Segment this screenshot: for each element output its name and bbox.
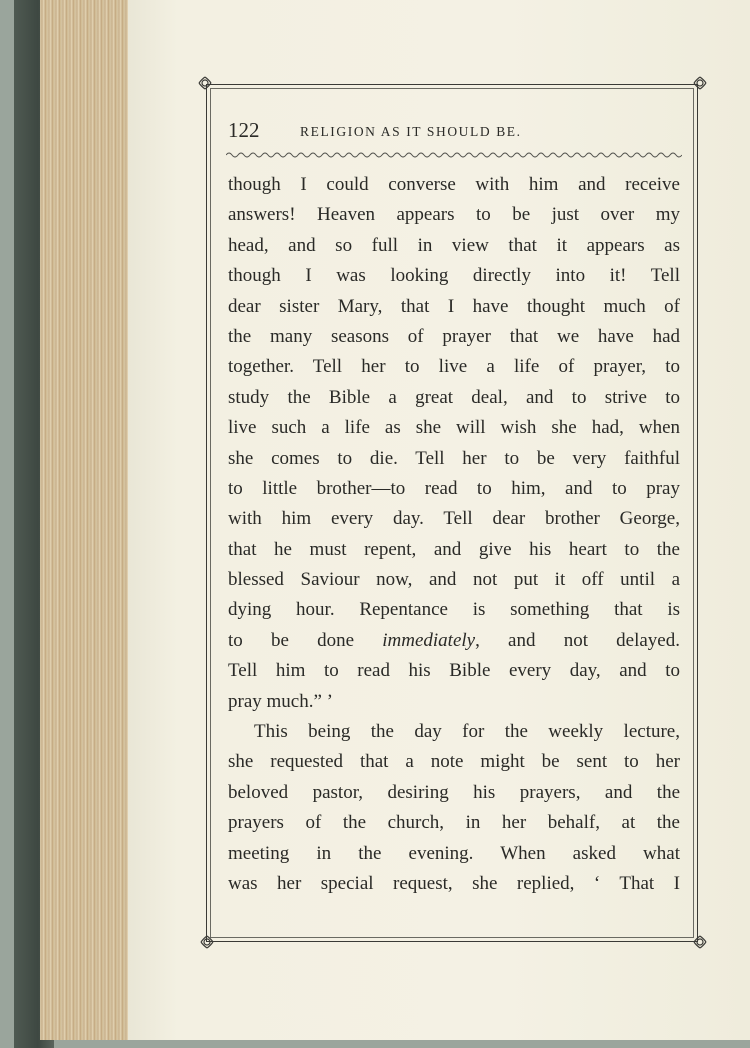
corner-ornament-icon xyxy=(199,934,215,950)
text-line: to little brother—to read to him, and to pray xyxy=(228,477,680,499)
corner-ornament-icon xyxy=(692,934,708,950)
wavy-rule xyxy=(226,150,682,160)
text-line: head, and so full in view that it appears as xyxy=(228,234,680,256)
text-line: dear sister Mary, that I have thought much of xyxy=(228,295,680,317)
text-line: though I could converse with him and receive xyxy=(228,174,680,195)
corner-ornament-icon xyxy=(692,75,708,91)
text-line: that he must repent, and give his heart to the xyxy=(228,538,680,560)
text-line: the many seasons of prayer that we have had xyxy=(228,325,680,347)
text-run: , and not delayed. xyxy=(475,629,680,651)
running-title: RELIGION AS IT SHOULD BE. xyxy=(300,124,522,139)
text-line: Tell him to read his Bible every day, and to xyxy=(228,660,680,682)
text-line: she requested that a note might be sent to her xyxy=(228,751,680,773)
text-line: beloved pastor, desiring his prayers, and the xyxy=(228,781,680,803)
emphasis-text: immediately xyxy=(382,629,476,651)
body-text xyxy=(228,170,680,899)
text-line: blessed Saviour now, and not put it off until a xyxy=(228,569,680,591)
text-line: dying hour. Repentance is something that is xyxy=(228,599,680,621)
text-line: though I was looking directly into it! Tell xyxy=(228,265,680,287)
page-number: 122 xyxy=(228,118,260,142)
text-line: answers! Heaven appears to be just over my xyxy=(228,204,680,226)
corner-ornament-icon xyxy=(197,75,213,91)
text-line: This being the day for the weekly lecture, xyxy=(254,721,680,743)
text-line: prayers of the church, in her behalf, at the xyxy=(228,812,680,834)
text-line: live such a life as she will wish she had, when xyxy=(228,417,680,439)
text-line: she comes to die. Tell her to be very faithful xyxy=(228,447,680,469)
text-line: pray much.” ’ xyxy=(228,690,333,712)
text-line: was her special request, she replied, ‘ That I xyxy=(228,872,680,894)
text-line: with him every day. Tell dear brother George, xyxy=(228,508,680,530)
text-line: meeting in the evening. When asked what xyxy=(228,842,680,864)
text-line xyxy=(228,626,680,656)
text-line: study the Bible a great deal, and to strive to xyxy=(228,386,680,408)
text-run: to be done xyxy=(228,629,383,651)
page-edges xyxy=(40,0,134,1040)
running-head xyxy=(228,118,684,148)
text-line: together. Tell her to live a life of prayer, to xyxy=(228,356,680,378)
